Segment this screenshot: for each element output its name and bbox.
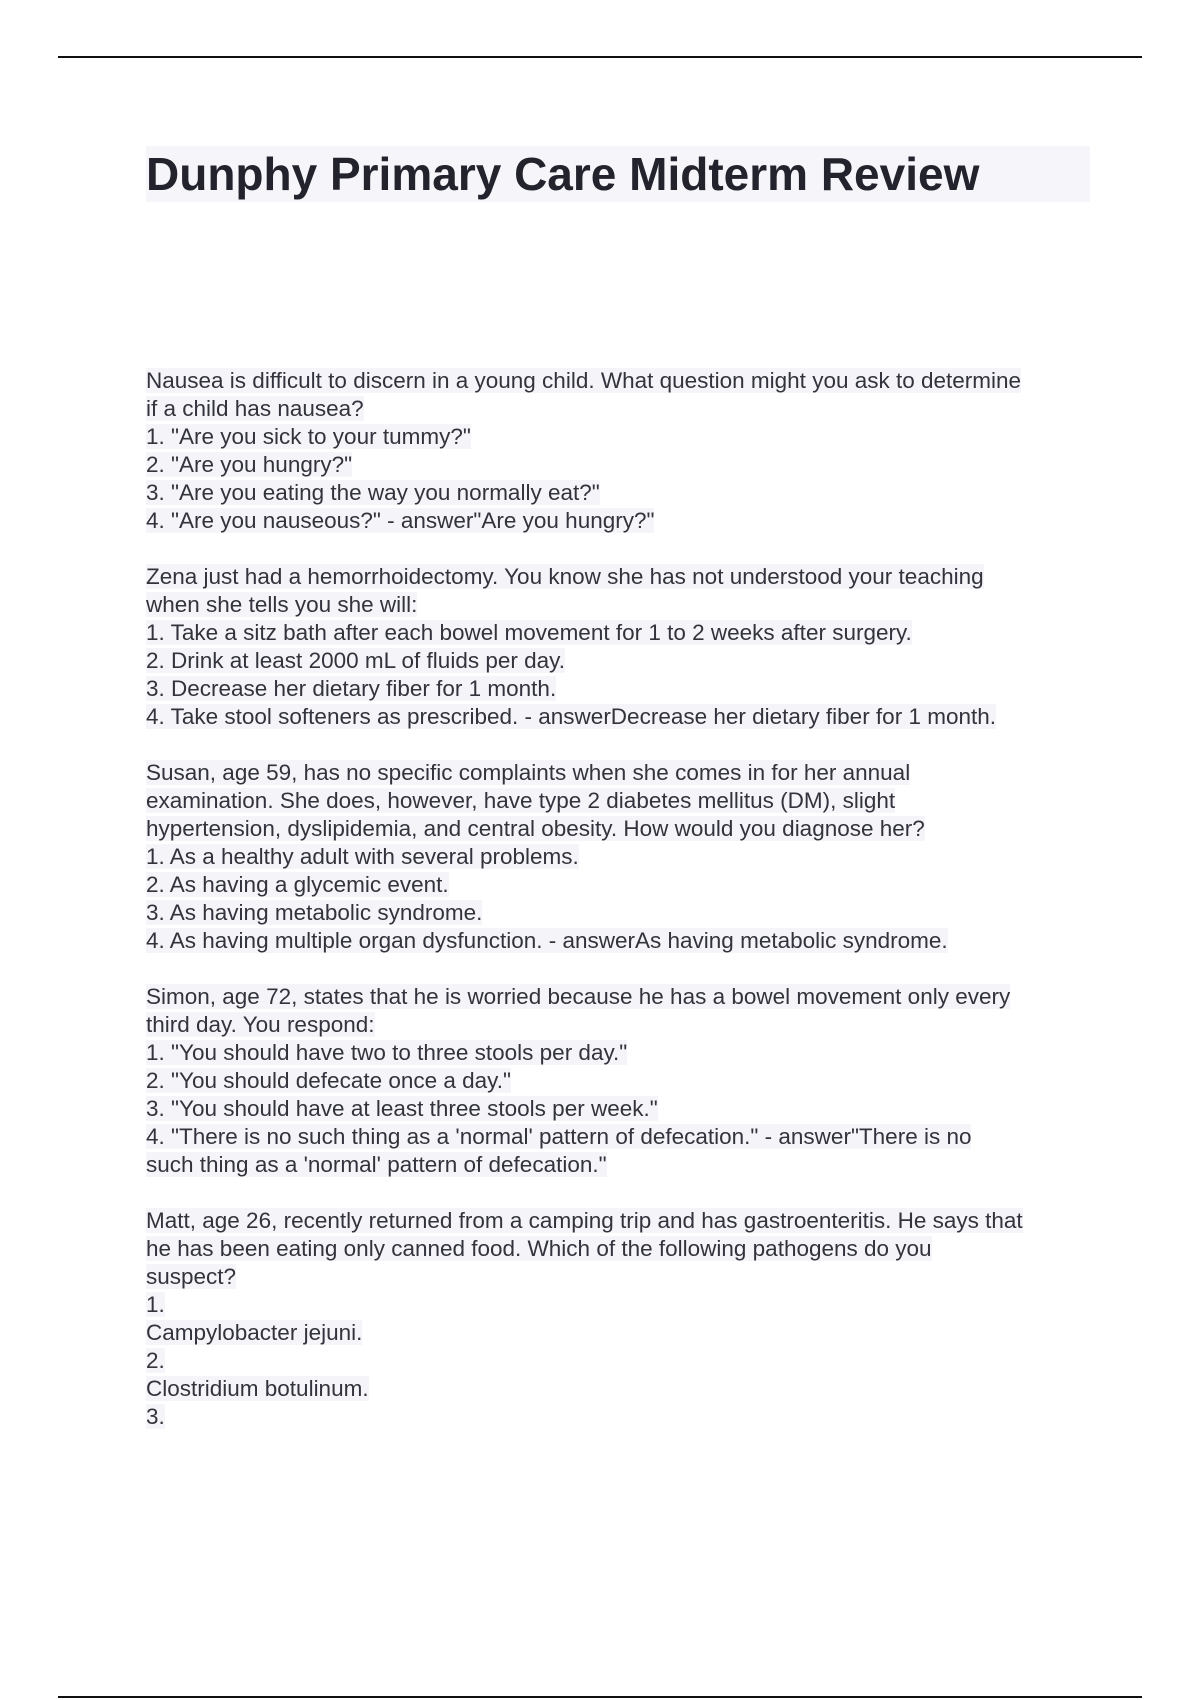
answer-option: 1. Take a sitz bath after each bowel movement for 1 to 2 weeks after surgery.: [146, 620, 912, 645]
bottom-rule: [58, 1696, 1142, 1698]
answer-option: Clostridium botulinum.: [146, 1376, 369, 1401]
question-line: Susan, age 59, has no specific complaints when she comes in for her annual: [146, 760, 911, 785]
question-line: when she tells you she will:: [146, 592, 418, 617]
answer-option: 2.: [146, 1348, 165, 1373]
question-list: [146, 367, 1096, 1431]
question-line: third day. You respond:: [146, 1012, 375, 1037]
answer-option: 3. As having metabolic syndrome.: [146, 900, 483, 925]
answer-option: Campylobacter jejuni.: [146, 1320, 363, 1345]
answer-option: 1. "Are you sick to your tummy?": [146, 424, 471, 449]
question-2: [146, 563, 1096, 731]
answer-option: 1.: [146, 1292, 165, 1317]
question-line: if a child has nausea?: [146, 396, 364, 421]
answer-option: 1. As a healthy adult with several problems.: [146, 844, 579, 869]
answer-option: 4. "Are you nauseous?" - answer"Are you hungry?": [146, 508, 655, 533]
answer-option: 2. "Are you hungry?": [146, 452, 353, 477]
question-line: suspect?: [146, 1264, 237, 1289]
answer-option: such thing as a 'normal' pattern of defecation.": [146, 1152, 607, 1177]
question-line: Simon, age 72, states that he is worried because he has a bowel movement only every: [146, 984, 1011, 1009]
answer-option: 4. "There is no such thing as a 'normal' pattern of defecation." - answer"There is no: [146, 1124, 972, 1149]
answer-option: 3. Decrease her dietary fiber for 1 month.: [146, 676, 557, 701]
answer-option: 2. As having a glycemic event.: [146, 872, 449, 897]
question-4: [146, 983, 1096, 1179]
page-title: Dunphy Primary Care Midterm Review: [146, 148, 980, 200]
answer-option: 3. "Are you eating the way you normally eat?": [146, 480, 600, 505]
answer-option: 1. "You should have two to three stools per day.": [146, 1040, 628, 1065]
question-1: [146, 367, 1096, 535]
top-rule: [58, 56, 1142, 58]
question-5: [146, 1207, 1096, 1431]
answer-option: 2. "You should defecate once a day.": [146, 1068, 511, 1093]
question-line: Nausea is difficult to discern in a young child. What question might you ask to determine: [146, 368, 1022, 393]
answer-option: 3.: [146, 1404, 165, 1429]
question-line: examination. She does, however, have type 2 diabetes mellitus (DM), slight: [146, 788, 896, 813]
answer-option: 4. As having multiple organ dysfunction. - answerAs having metabolic syndrome.: [146, 928, 948, 953]
question-line: Zena just had a hemorrhoidectomy. You know she has not understood your teaching: [146, 564, 984, 589]
answer-option: 2. Drink at least 2000 mL of fluids per day.: [146, 648, 565, 673]
question-line: hypertension, dyslipidemia, and central obesity. How would you diagnose her?: [146, 816, 925, 841]
question-line: Matt, age 26, recently returned from a camping trip and has gastroenteritis. He says that: [146, 1208, 1023, 1233]
answer-option: 4. Take stool softeners as prescribed. - answerDecrease her dietary fiber for 1 month.: [146, 704, 996, 729]
question-3: [146, 759, 1096, 955]
question-line: he has been eating only canned food. Which of the following pathogens do you: [146, 1236, 932, 1261]
answer-option: 3. "You should have at least three stools per week.": [146, 1096, 658, 1121]
